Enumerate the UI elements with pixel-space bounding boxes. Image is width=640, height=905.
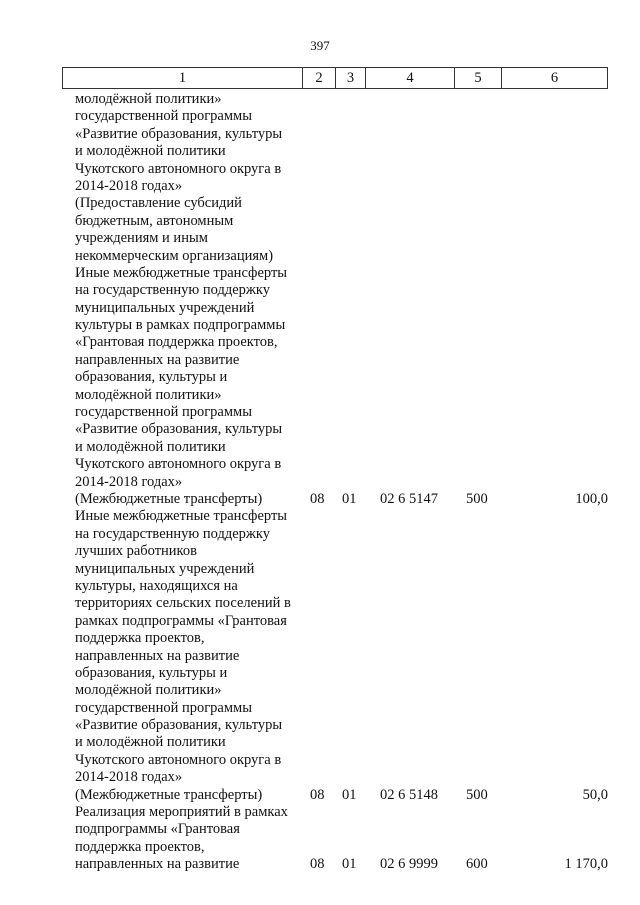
row-line <box>0 282 640 299</box>
row-description-line: территориях сельских поселений в <box>75 595 291 612</box>
section-code: 08 <box>310 856 325 873</box>
row-line <box>0 526 640 543</box>
row-description-line: направленных на развитие <box>75 647 240 664</box>
row-description-line: «Развитие образования, культуры <box>75 421 283 438</box>
row-line <box>0 665 640 682</box>
row-description-line: государственной программы <box>75 699 252 716</box>
row-description-line: лучших работников <box>75 543 197 560</box>
section-code: 08 <box>310 490 325 507</box>
row-line <box>0 456 640 473</box>
row-description-line: и молодёжной политики <box>75 143 226 160</box>
expense-type-code: 500 <box>466 490 488 507</box>
row-description-line: образования, культуры и <box>75 369 228 386</box>
row-line <box>0 856 640 873</box>
row-description-line: (Предоставление субсидий <box>75 195 242 212</box>
budget-table-body <box>0 91 640 874</box>
row-line <box>0 230 640 247</box>
row-line <box>0 387 640 404</box>
row-line <box>0 543 640 560</box>
row-line <box>0 491 640 508</box>
column-header-1: 1 <box>63 68 303 89</box>
row-line <box>0 195 640 212</box>
column-header-4: 4 <box>366 68 455 89</box>
row-description-line: подпрограммы «Грантовая <box>75 821 240 838</box>
row-description-line: учреждениям и иным <box>75 230 208 247</box>
row-line <box>0 595 640 612</box>
row-line <box>0 821 640 838</box>
row-line <box>0 108 640 125</box>
row-line <box>0 804 640 821</box>
subsection-code: 01 <box>342 490 357 507</box>
row-description-line: муниципальных учреждений <box>75 299 255 316</box>
row-line <box>0 404 640 421</box>
row-line <box>0 178 640 195</box>
row-description-line: Иные межбюджетные трансферты <box>75 508 288 525</box>
column-header-3: 3 <box>336 68 366 89</box>
row-line <box>0 508 640 525</box>
row-description-line: молодёжной политики» <box>75 682 222 699</box>
section-code: 08 <box>310 786 325 803</box>
expense-type-code: 500 <box>466 786 488 803</box>
row-description-line: на государственную поддержку <box>75 282 270 299</box>
target-article-code: 02 6 9999 <box>380 856 438 873</box>
row-line <box>0 421 640 438</box>
column-number-header <box>62 67 608 89</box>
row-description-line: молодёжной политики» <box>75 91 222 107</box>
amount-value: 1 170,0 <box>564 856 608 873</box>
row-description-line: культуры, находящихся на <box>75 577 238 594</box>
row-line <box>0 248 640 265</box>
row-line <box>0 787 640 804</box>
table-row <box>0 508 640 804</box>
amount-value: 50,0 <box>582 786 608 803</box>
row-line <box>0 317 640 334</box>
row-description-line: государственной программы <box>75 108 252 125</box>
row-line <box>0 91 640 108</box>
row-line <box>0 734 640 751</box>
row-line <box>0 700 640 717</box>
row-line <box>0 561 640 578</box>
row-line <box>0 839 640 856</box>
row-line <box>0 648 640 665</box>
row-description-line: на государственную поддержку <box>75 525 270 542</box>
column-header-2: 2 <box>303 68 336 89</box>
row-description-line: рамках подпрограммы «Грантовая <box>75 612 287 629</box>
row-description-line: и молодёжной политики <box>75 438 226 455</box>
row-description-line: поддержка проектов, <box>75 630 205 647</box>
row-description-line: 2014-2018 годах» <box>75 769 183 786</box>
row-line <box>0 630 640 647</box>
row-description-line: (Межбюджетные трансферты) <box>75 786 263 803</box>
row-line <box>0 752 640 769</box>
row-description-line: «Развитие образования, культуры <box>75 717 283 734</box>
row-description-line: направленных на развитие <box>75 351 240 368</box>
row-description-line: культуры в рамках подпрограммы <box>75 317 286 334</box>
row-description-line: образования, культуры и <box>75 664 228 681</box>
row-line <box>0 474 640 491</box>
subsection-code: 01 <box>342 786 357 803</box>
row-description-line: бюджетным, автономным <box>75 212 234 229</box>
expense-type-code: 600 <box>466 856 488 873</box>
target-article-code: 02 6 5147 <box>380 490 438 507</box>
row-line <box>0 143 640 160</box>
row-line <box>0 578 640 595</box>
row-line <box>0 369 640 386</box>
row-description-line: некоммерческим организациям) <box>75 247 274 264</box>
row-line <box>0 352 640 369</box>
row-line <box>0 439 640 456</box>
row-description-line: поддержка проектов, <box>75 838 205 855</box>
row-description-line: муниципальных учреждений <box>75 560 255 577</box>
row-description-line: молодёжной политики» <box>75 386 222 403</box>
table-row <box>0 265 640 508</box>
row-line <box>0 161 640 178</box>
table-row <box>0 804 640 874</box>
row-description-line: Иные межбюджетные трансферты <box>75 264 288 281</box>
column-header-5: 5 <box>455 68 502 89</box>
row-line <box>0 769 640 786</box>
row-description-line: направленных на развитие <box>75 856 240 873</box>
row-line <box>0 300 640 317</box>
row-line <box>0 213 640 230</box>
target-article-code: 02 6 5148 <box>380 786 438 803</box>
row-description-line: Чукотского автономного округа в <box>75 751 282 768</box>
row-description-line: (Межбюджетные трансферты) <box>75 490 263 507</box>
row-line <box>0 126 640 143</box>
row-line <box>0 613 640 630</box>
row-description-line: 2014-2018 годах» <box>75 473 183 490</box>
subsection-code: 01 <box>342 856 357 873</box>
page-number: 397 <box>310 38 330 53</box>
table-row <box>0 91 640 265</box>
amount-value: 100,0 <box>575 490 608 507</box>
row-line <box>0 334 640 351</box>
row-description-line: Реализация мероприятий в рамках <box>75 804 288 821</box>
row-description-line: Чукотского автономного округа в <box>75 456 282 473</box>
row-description-line: Чукотского автономного округа в <box>75 160 282 177</box>
row-description-line: «Грантовая поддержка проектов, <box>75 334 278 351</box>
row-description-line: и молодёжной политики <box>75 734 226 751</box>
row-line <box>0 265 640 282</box>
row-line <box>0 717 640 734</box>
column-header-6: 6 <box>502 68 608 89</box>
row-description-line: «Развитие образования, культуры <box>75 125 283 142</box>
row-line <box>0 682 640 699</box>
row-description-line: 2014-2018 годах» <box>75 177 183 194</box>
row-description-line: государственной программы <box>75 404 252 421</box>
